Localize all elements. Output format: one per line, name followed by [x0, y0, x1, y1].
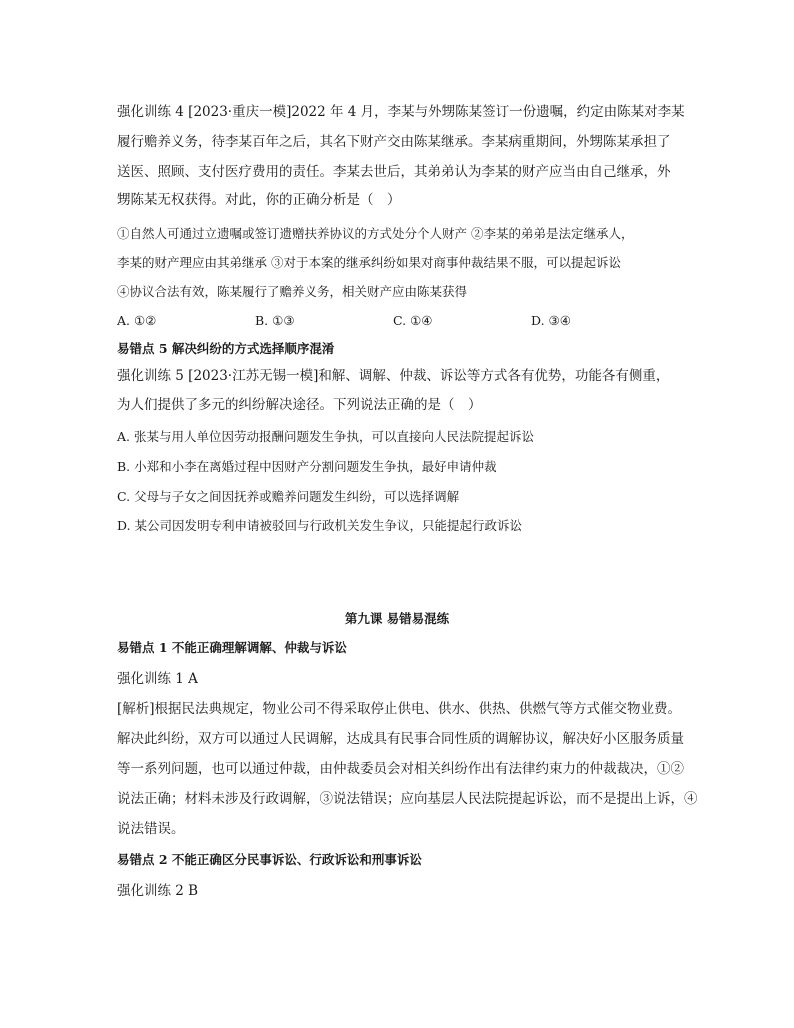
q5-option-a: A. 张某与用人单位因劳动报酬问题发生争执，可以直接向人民法院提起诉讼 [117, 429, 534, 444]
q4-option-d: D. ③④ [531, 313, 571, 328]
analysis-line-1: [解析]根据民法典规定，物业公司不得采取停止供电、供水、供热、供燃气等方式催交物业费。 [117, 701, 682, 717]
q4-option-b: B. ①③ [255, 313, 295, 328]
analysis-line-4: 说法正确；材料未涉及行政调解，③说法错误；应向基层人民法院提起诉讼，而不是提出上诉，④ [117, 791, 698, 807]
q4-statement-2: 李某的财产理应由其弟继承 ③对于本案的继承纠纷如果对商事仲裁结果不服，可以提起诉讼 [117, 255, 621, 270]
q4-statement-3: ④协议合法有效，陈某履行了赡养义务，相关财产应由陈某获得 [117, 284, 468, 299]
q5-option-c: C. 父母与子女之间因抚养或赡养问题发生纠纷，可以选择调解 [117, 489, 460, 504]
q4-statement-1: ①自然人可通过立遗嘱或签订遗赠扶养协议的方式处分个人财产 ②李某的弟弟是法定继承人， [117, 226, 634, 241]
section-title: 第九课 易错易混练 [344, 611, 450, 626]
analysis-line-3: 等一系列问题，也可以通过仲裁，由仲裁委员会对相关纠纷作出有法律约束力的仲裁裁决，①② [117, 761, 684, 777]
analysis-line-2: 解决此纠纷，双方可以通过人民调解，达成具有民事合同性质的调解协议，解决好小区服务质量 [117, 731, 684, 747]
q4-line-4: 甥陈某无权获得。对此，你的正确分析是（ ） [117, 192, 401, 208]
q5-option-b: B. 小郑和小李在离婚过程中因财产分割问题发生争执，最好申请仲裁 [117, 459, 497, 474]
q5-line-2: 为人们提供了多元的纠纷解决途径。下列说法正确的是（ ） [117, 397, 482, 413]
q4-line-3: 送医、照顾、支付医疗费用的责任。李某去世后，其弟弟认为李某的财产应当由自己继承，外 [117, 164, 671, 180]
error-point-5-heading: 易错点 5 解决纠纷的方式选择顺序混淆 [117, 341, 335, 356]
error-point-2-heading: 易错点 2 不能正确区分民事诉讼、行政诉讼和刑事诉讼 [117, 852, 422, 867]
q4-line-1: 强化训练 4 [2023·重庆一模]2022 年 4 月，李某与外甥陈某签订一份遗嘱，约定由陈某对李某 [117, 104, 685, 120]
q4-line-2: 履行赡养义务，待李某百年之后，其名下财产交由陈某继承。李某病重期间，外甥陈某承担了 [117, 134, 671, 150]
q4-option-c: C. ①④ [393, 313, 433, 328]
q5-option-d: D. 某公司因发明专利申请被驳回与行政机关发生争议，只能提起行政诉讼 [117, 518, 523, 533]
analysis-line-5: 说法错误。 [117, 821, 185, 837]
error-point-1-heading: 易错点 1 不能正确理解调解、仲裁与诉讼 [117, 640, 347, 655]
q4-option-a: A. ①② [117, 313, 157, 328]
answer-1: 强化训练 1 A [117, 671, 198, 687]
q5-line-1: 强化训练 5 [2023·江苏无锡一模]和解、调解、仲裁、诉讼等方式各有优势，功能各有侧重， [117, 368, 670, 384]
answer-2: 强化训练 2 B [117, 883, 199, 899]
